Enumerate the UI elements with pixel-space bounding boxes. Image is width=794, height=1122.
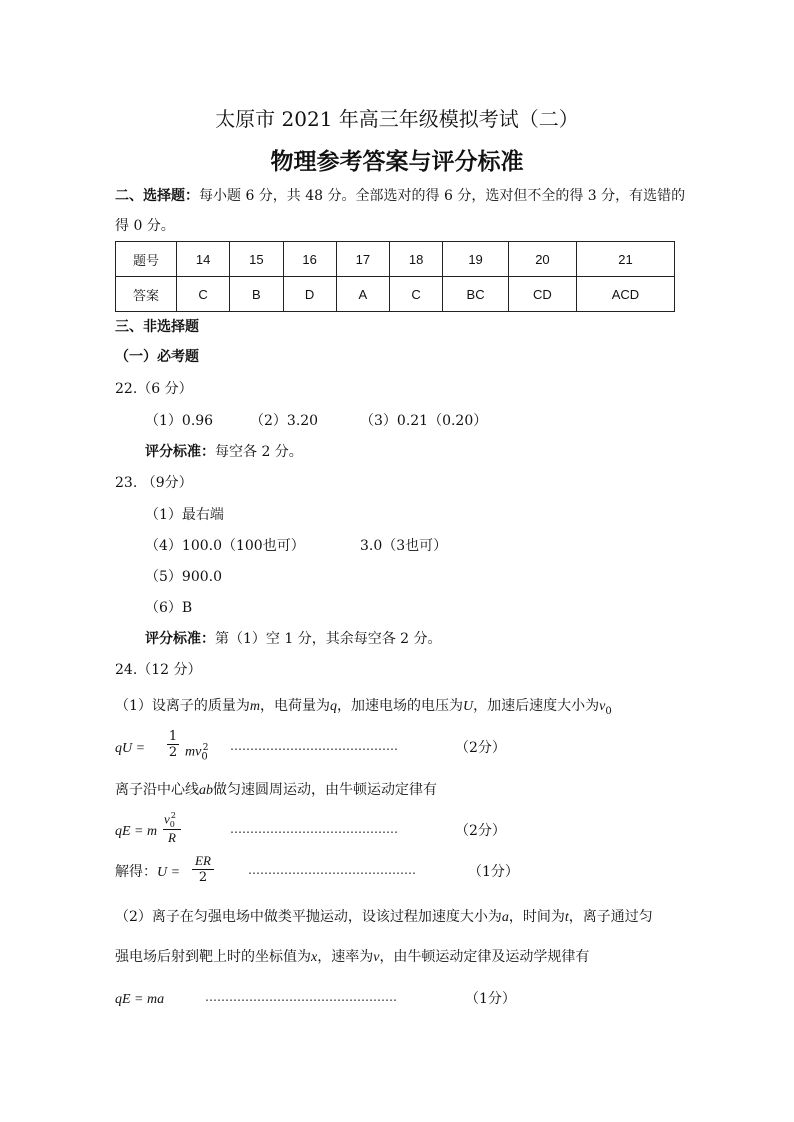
q24-p2b-text-2: ，速率为	[317, 949, 374, 965]
q24-p1-text-2: ，电荷量为	[260, 698, 331, 714]
eq3-fraction	[192, 853, 214, 885]
var-U: U	[463, 699, 474, 714]
q24-p1-text-3: ，加速电场的电压为	[337, 698, 464, 714]
table-row-answers	[116, 277, 675, 312]
q24-line2-text-1: 离子沿中心线	[115, 782, 199, 798]
q24-p2b-text-3: ，由牛顿运动定律及运动学规律有	[379, 949, 590, 965]
exam-title: 太原市 2021 年高三年级模拟考试（二）	[215, 107, 579, 131]
q22-answer-2: （2）3.20	[250, 413, 319, 429]
var-q: q	[330, 699, 338, 714]
section3-subheading: （一）必考题	[115, 349, 199, 365]
table-cell: D	[283, 277, 336, 312]
q24-heading: 24.（12 分）	[115, 662, 202, 678]
q23-answer-6: （6）B	[145, 600, 193, 616]
eq2-fraction	[163, 811, 181, 846]
eq4-lhs	[115, 990, 164, 1009]
q24-p2-text-2: ，时间为	[508, 909, 565, 925]
var-t: t	[564, 910, 569, 925]
q24-line2-text-2: 做匀速圆周运动，由牛顿运动定律有	[213, 782, 437, 798]
q22-answer-1: （1）0.96	[145, 413, 214, 429]
table-cell: 19	[443, 242, 509, 277]
eq3-prefix	[115, 863, 180, 882]
q22-heading: 22.（6 分）	[115, 381, 193, 397]
table-cell: CD	[508, 277, 576, 312]
eq3-prefix-text: 解得：	[115, 864, 157, 880]
q23-answer-1: （1）最右端	[145, 507, 224, 523]
eq2-num-subscript: 0	[169, 819, 175, 829]
q23-scoring-text: 第（1）空 1 分，其余每空各 2 分。	[215, 631, 442, 647]
q23-answer-4b: 3.0（3也可）	[360, 538, 448, 554]
q24-p2-text-1: （2）离子在匀强电场中做类平抛运动，设该过程加速度大小为	[115, 909, 502, 925]
var-a: a	[501, 910, 509, 925]
table-cell: 15	[230, 242, 283, 277]
eq2-lhs	[115, 822, 157, 841]
eq1-lhs-text: qU =	[115, 741, 146, 756]
section2-text-line2: 得 0 分。	[115, 218, 175, 234]
q23-scoring-label: 评分标准：	[145, 631, 215, 647]
q24-line2	[115, 781, 437, 800]
q23-answer-5: （5）900.0	[145, 569, 222, 585]
table-header-cell: 答案	[116, 277, 177, 312]
table-row-numbers	[116, 242, 675, 277]
eq4-text: qE = ma	[115, 992, 165, 1007]
q24-p1-text-4: ，加速后速度大小为	[473, 698, 600, 714]
eq1-superscript: 2	[202, 743, 209, 753]
q24-part2-line2	[115, 948, 589, 967]
q24-p2-text-3: ，离子通过匀	[568, 909, 653, 925]
eq2-num-superscript: 2	[170, 811, 176, 820]
q24-p1-text-1: （1）设离子的质量为	[115, 698, 250, 714]
section3-heading: 三、非选择题	[115, 319, 199, 335]
eq2-denominator	[163, 829, 181, 846]
eq3-denominator: 2	[192, 869, 214, 885]
q23-answer-4: （4）100.0（100也可）	[145, 538, 305, 554]
eq2-numerator	[163, 811, 181, 829]
table-cell: 16	[283, 242, 336, 277]
q22-scoring	[145, 443, 303, 461]
table-cell: B	[230, 277, 283, 312]
eq4-score: （1分）	[465, 991, 516, 1007]
eq2-leader-dots: ……………………………………	[230, 822, 398, 836]
eq1-leader-dots: ……………………………………	[230, 739, 398, 753]
table-cell: C	[177, 277, 230, 312]
table-cell: 18	[390, 242, 443, 277]
table-cell: 17	[336, 242, 389, 277]
eq1-rhs-text: mv	[185, 744, 202, 760]
q23-heading: 23. （9分）	[115, 475, 193, 491]
var-v0: v	[599, 699, 606, 714]
table-cell: BC	[443, 277, 509, 312]
eq3-score: （1分）	[468, 864, 519, 880]
eq1-rhs	[185, 739, 213, 766]
eq2-num-var: v	[164, 811, 170, 827]
eq1-subscript: 0	[201, 751, 208, 763]
eq1-numerator: 1	[168, 729, 178, 744]
var-v: v	[373, 950, 380, 965]
eq4-leader-dots: …………………………………………	[205, 990, 397, 1004]
var-v0-subscript: 0	[605, 705, 612, 717]
table-cell: 20	[508, 242, 576, 277]
eq1-denominator: 2	[168, 745, 178, 760]
q22-answer-3: （3）0.21（0.20）	[360, 413, 488, 429]
q24-part1-text	[115, 697, 612, 721]
section2-heading: 二、选择题：	[115, 188, 199, 204]
exam-subtitle: 物理参考答案与评分标准	[270, 148, 524, 175]
eq1-fraction	[167, 729, 179, 760]
section2-intro	[115, 187, 685, 205]
var-ab: ab	[199, 783, 213, 798]
q23-scoring	[145, 630, 442, 648]
eq2-den-var: R	[168, 829, 176, 845]
eq3-num-var: ER	[195, 853, 211, 868]
eq2-lhs-text: qE = m	[115, 824, 158, 839]
q22-scoring-label: 评分标准：	[145, 444, 215, 460]
table-cell: 14	[177, 242, 230, 277]
eq3-lhs: U =	[157, 865, 181, 880]
eq1-score: （2分）	[455, 740, 506, 756]
answer-table	[115, 241, 675, 312]
eq3-numerator	[192, 853, 214, 869]
var-x: x	[311, 950, 318, 965]
table-cell: 21	[576, 242, 674, 277]
eq1-lhs	[115, 739, 145, 758]
var-m: m	[249, 699, 261, 714]
section2-text-line1: 每小题 6 分，共 48 分。全部选对的得 6 分，选对但不全的得 3 分，有选错的	[199, 188, 686, 204]
eq2-score: （2分）	[455, 823, 506, 839]
table-cell: C	[390, 277, 443, 312]
table-cell: A	[336, 277, 389, 312]
q22-scoring-text: 每空各 2 分。	[215, 444, 303, 460]
table-header-cell: 题号	[116, 242, 177, 277]
q24-p2b-text-1: 强电场后射到靶上时的坐标值为	[115, 949, 311, 965]
table-cell: ACD	[576, 277, 674, 312]
q24-part2-line1	[115, 908, 653, 927]
eq3-leader-dots: ……………………………………	[248, 863, 416, 877]
